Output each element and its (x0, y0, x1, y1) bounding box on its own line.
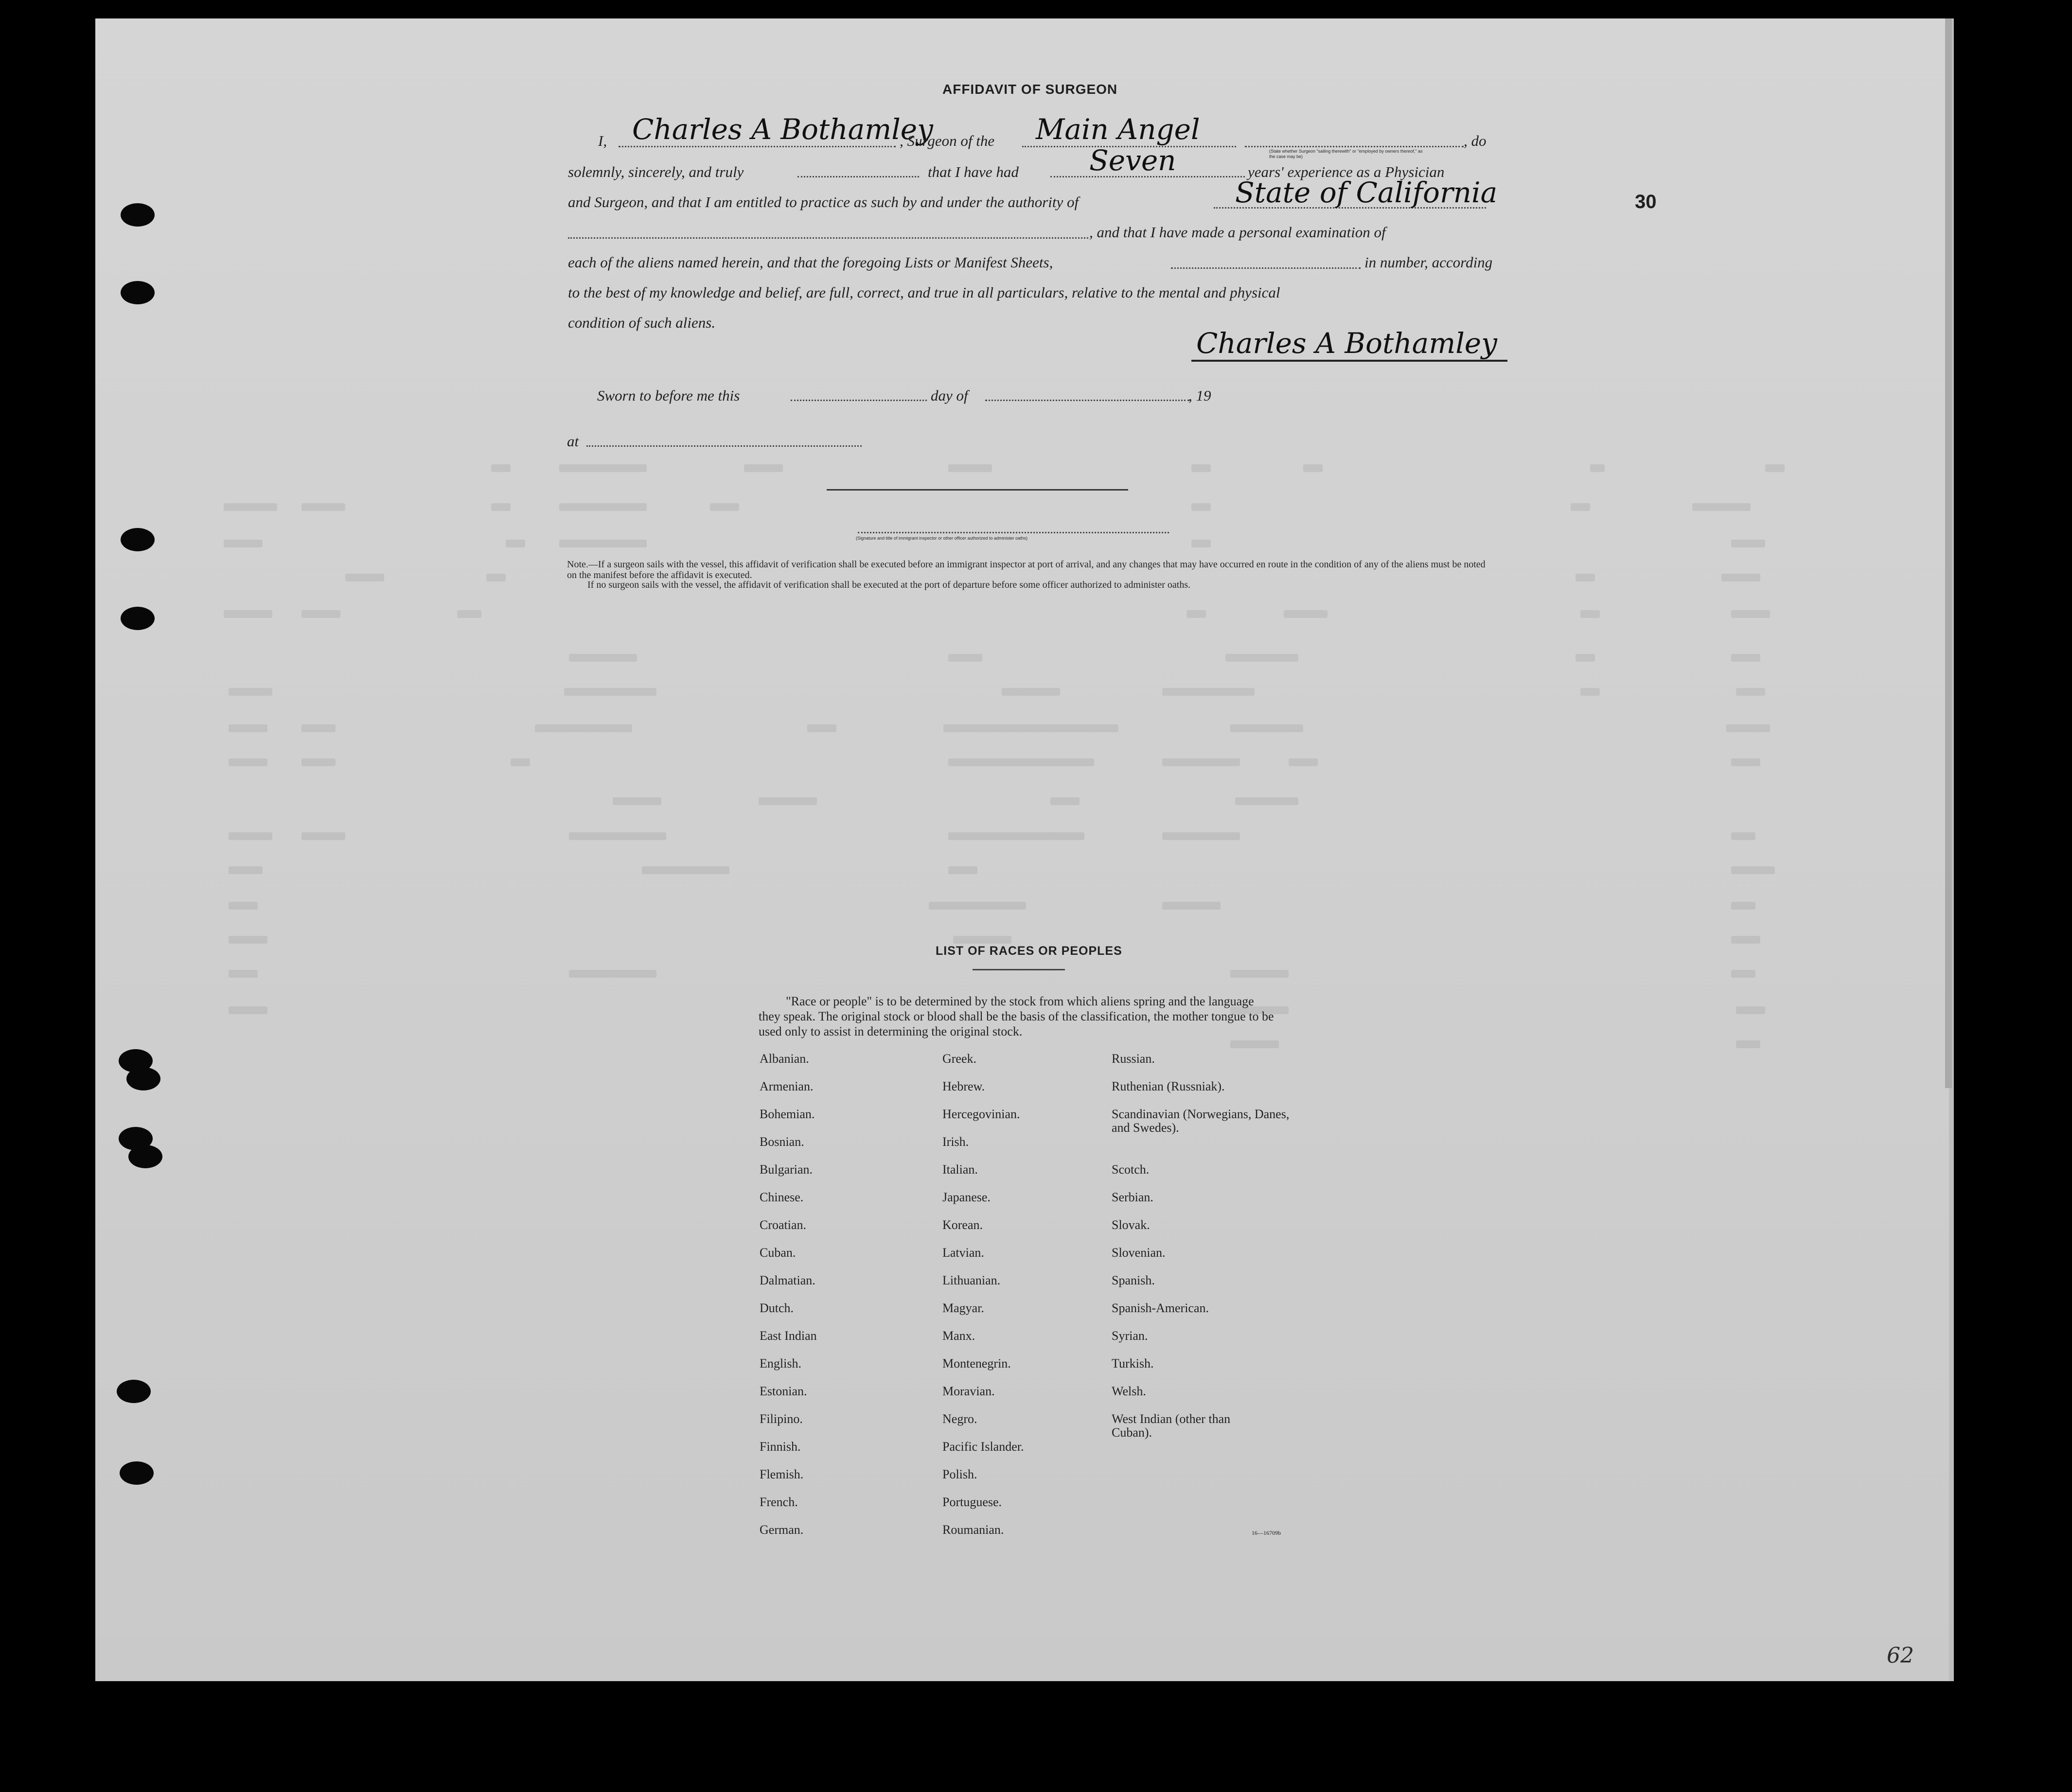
at-label: at (567, 433, 579, 450)
vessel-status-note: (State whether Surgeon "sailing therewith" or "employed by owners thereof," as the case may be) (1269, 149, 1423, 159)
race-item: Welsh. (1112, 1384, 1146, 1398)
affidavit-line-5-end: in number, according (1364, 254, 1493, 271)
affidavit-line-2-end: years' experience as a Physician (1248, 163, 1445, 180)
handwritten-surgeon-name: Charles A Bothamley (632, 113, 933, 146)
sheet-edge (1945, 18, 1952, 1088)
race-item: Polish. (942, 1467, 977, 1481)
truly-field (797, 176, 919, 177)
race-item: English. (760, 1356, 801, 1370)
race-item: Russian. (1112, 1052, 1155, 1066)
race-item: Bulgarian. (760, 1162, 813, 1177)
race-item: Negro. (942, 1412, 977, 1426)
binder-hole (121, 203, 155, 227)
day-of-label: day of (931, 387, 968, 404)
race-item: Spanish-American. (1112, 1301, 1209, 1315)
race-item: Pacific Islander. (942, 1440, 1024, 1454)
race-item: Italian. (942, 1162, 978, 1177)
race-item: Scandinavian (Norwegians, Danes, and Swedes). (1112, 1107, 1290, 1135)
affidavit-line-4: , and that I have made a personal examination of (1089, 224, 1386, 241)
affidavit-line-7: condition of such aliens. (568, 314, 716, 331)
race-item: Irish. (942, 1135, 969, 1149)
year-label: , 19 (1188, 387, 1211, 404)
race-item: Lithuanian. (942, 1273, 1001, 1287)
note-paragraph-2: If no surgeon sails with the vessel, the affidavit of verification shall be executed at the port of departure before some officer authorized to administer oaths. (587, 580, 1191, 590)
officer-caption: (Signature and title of immigrant inspector or other officer authorized to administer oaths) (856, 536, 1028, 541)
race-item: Moravian. (942, 1384, 995, 1398)
race-item: Turkish. (1112, 1356, 1154, 1370)
race-item: Croatian. (760, 1218, 807, 1232)
race-item: French. (760, 1495, 798, 1509)
officer-title-field (858, 532, 1169, 533)
sworn-day-field (791, 400, 927, 401)
race-item: Flemish. (760, 1467, 804, 1481)
race-item: West Indian (other than Cuban). (1112, 1412, 1231, 1440)
binder-hole (128, 1145, 162, 1168)
race-item: Magyar. (942, 1301, 984, 1315)
binder-hole (121, 281, 155, 304)
race-item: Montenegrin. (942, 1356, 1011, 1370)
race-item: Japanese. (942, 1190, 991, 1204)
handwritten-vessel: Main Angel (1036, 113, 1200, 146)
affidavit-line-3: and Surgeon, and that I am entitled to practice as such by and under the authority of (568, 193, 1079, 211)
race-item: Syrian. (1112, 1329, 1148, 1343)
affidavit-line-2-start: solemnly, sincerely, and truly (568, 163, 744, 180)
races-intro: "Race or people" is to be determined by the stock from which aliens spring and the language they speak. The original stock or blood shall be the basis of the classification, the mother tongue to be used only to assist in determining the original stock. (759, 994, 1274, 1038)
race-item: Slovenian. (1112, 1246, 1166, 1260)
page-number: 30 (1635, 191, 1657, 212)
races-title: LIST OF RACES OR PEOPLES (936, 944, 1122, 958)
handwritten-years: Seven (1089, 144, 1176, 177)
race-item: Manx. (942, 1329, 975, 1343)
affidavit-title: AFFIDAVIT OF SURGEON (942, 82, 1118, 97)
race-item: Ruthenian (Russniak). (1112, 1079, 1225, 1093)
race-item: Slovak. (1112, 1218, 1150, 1232)
form-code: 16—16709b (1252, 1529, 1281, 1536)
race-item: East Indian (760, 1329, 817, 1343)
race-item: Portuguese. (942, 1495, 1002, 1509)
sworn-month-field (985, 400, 1189, 401)
race-item: Hercegovinian. (942, 1107, 1020, 1121)
race-item: Greek. (942, 1052, 977, 1066)
race-item: Filipino. (760, 1412, 803, 1426)
affidavit-line-1-surgeon-of: , Surgeon of the (900, 132, 995, 149)
binder-hole (117, 1380, 151, 1403)
affidavit-line-5-start: each of the aliens named herein, and that the foregoing Lists or Manifest Sheets, (568, 254, 1053, 271)
vessel-status-field (1245, 146, 1464, 147)
race-item: Dutch. (760, 1301, 794, 1315)
race-item: Bosnian. (760, 1135, 804, 1149)
note-paragraph-1: Note.—If a surgeon sails with the vessel, this affidavit of verification shall be executed before an immigrant inspector at port of arrival, and any changes that may have occurred en route in the condition of any of the aliens must be noted on the manifest before the affidavit is executed. (567, 559, 1486, 580)
affidavit-line-6: to the best of my knowledge and belief, are full, correct, and true in all particulars, relative to the mental and physical (568, 284, 1280, 301)
binder-hole (121, 607, 155, 630)
race-item: Scotch. (1112, 1162, 1150, 1177)
binder-hole (126, 1067, 160, 1090)
handwritten-authority: State of California (1235, 176, 1498, 209)
affidavit-line-1-do: , do (1464, 132, 1487, 149)
race-item: Chinese. (760, 1190, 804, 1204)
affidavit-line-2-mid: that I have had (928, 163, 1019, 180)
race-item: Finnish. (760, 1440, 801, 1454)
race-item: German. (760, 1523, 804, 1537)
race-item: Korean. (942, 1218, 983, 1232)
race-item: Serbian. (1112, 1190, 1153, 1204)
at-place-field (586, 445, 862, 447)
race-item: Latvian. (942, 1246, 984, 1260)
race-item: Dalmatian. (760, 1273, 815, 1287)
sworn-label: Sworn to before me this (597, 387, 740, 404)
race-item: Bohemian. (760, 1107, 815, 1121)
race-item: Roumanian. (942, 1523, 1004, 1537)
race-item: Armenian. (760, 1079, 814, 1093)
handwritten-signature: Charles A Bothamley (1196, 327, 1497, 360)
race-item: Spanish. (1112, 1273, 1155, 1287)
sheets-count-field (1171, 267, 1361, 269)
race-item: Estonian. (760, 1384, 807, 1398)
binder-hole (121, 528, 155, 551)
authority-continued-field (568, 237, 1088, 239)
affidavit-line-1-i: I, (598, 132, 607, 149)
races-title-underline (973, 969, 1065, 970)
race-item: Cuban. (760, 1246, 796, 1260)
officer-signature-line (827, 489, 1128, 491)
race-item: Hebrew. (942, 1079, 985, 1093)
surgeon-name-field (619, 146, 896, 147)
binder-hole (120, 1461, 154, 1485)
race-item: Albanian. (760, 1052, 809, 1066)
corner-page-mark: 62 (1887, 1643, 1914, 1668)
signature-underline (1191, 360, 1507, 362)
